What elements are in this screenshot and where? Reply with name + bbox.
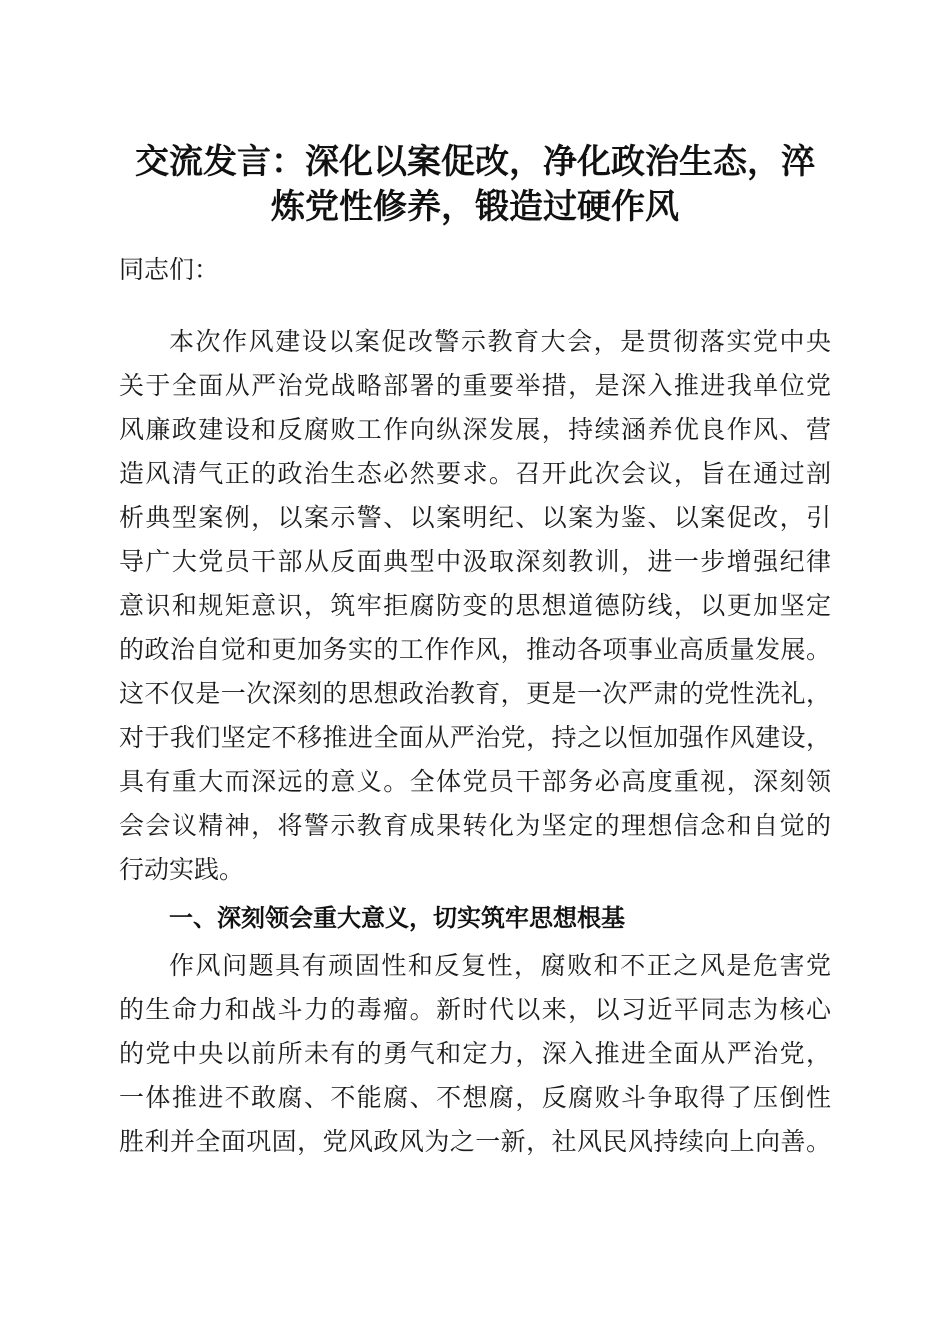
paragraph-2-line: 作风问题具有顽固性和反复性，腐败和不正之风是危害党 xyxy=(169,951,831,980)
paragraph-1-line: 的政治自觉和更加务实的工作作风，推动各项事业高质量发展。 xyxy=(119,635,831,664)
salutation: 同志们： xyxy=(119,255,220,284)
paragraph-1-line: 造风清气正的政治生态必然要求。召开此次会议，旨在通过剖 xyxy=(119,459,831,488)
document-title-line-1: 交流发言：深化以案促改，净化政治生态，淬 xyxy=(135,142,815,182)
paragraph-1-line: 对于我们坚定不移推进全面从严治党，持之以恒加强作风建设， xyxy=(119,723,831,752)
paragraph-1-line: 这不仅是一次深刻的思想政治教育，更是一次严肃的党性洗礼， xyxy=(119,679,831,708)
paragraph-1-line: 会会议精神，将警示教育成果转化为坚定的理想信念和自觉的 xyxy=(119,811,831,840)
paragraph-1-line: 析典型案例，以案示警、以案明纪、以案为鉴、以案促改，引 xyxy=(119,503,831,532)
paragraph-2-line: 一体推进不敢腐、不能腐、不想腐，反腐败斗争取得了压倒性 xyxy=(119,1083,831,1112)
paragraph-1-line: 风廉政建设和反腐败工作向纵深发展，持续涵养优良作风、营 xyxy=(119,415,831,444)
paragraph-1-line: 意识和规矩意识，筑牢拒腐防变的思想道德防线，以更加坚定 xyxy=(119,591,831,620)
paragraph-1-line: 具有重大而深远的意义。全体党员干部务必高度重视，深刻领 xyxy=(119,767,831,796)
paragraph-1-line: 本次作风建设以案促改警示教育大会，是贯彻落实党中央 xyxy=(169,327,831,356)
document-title-line-2: 炼党性修养，锻造过硬作风 xyxy=(271,187,679,227)
paragraph-1-line: 关于全面从严治党战略部署的重要举措，是深入推进我单位党 xyxy=(119,371,831,400)
section-1-heading: 一、深刻领会重大意义，切实筑牢思想根基 xyxy=(169,904,625,932)
paragraph-2-line: 的生命力和战斗力的毒瘤。新时代以来，以习近平同志为核心 xyxy=(119,995,831,1024)
paragraph-1-line: 导广大党员干部从反面典型中汲取深刻教训，进一步增强纪律 xyxy=(119,547,831,576)
paragraph-2-line: 的党中央以前所未有的勇气和定力，深入推进全面从严治党， xyxy=(119,1039,831,1068)
paragraph-2-line: 胜利并全面巩固，党风政风为之一新，社风民风持续向上向善。 xyxy=(119,1127,831,1156)
paragraph-1-line: 行动实践。 xyxy=(119,855,245,884)
